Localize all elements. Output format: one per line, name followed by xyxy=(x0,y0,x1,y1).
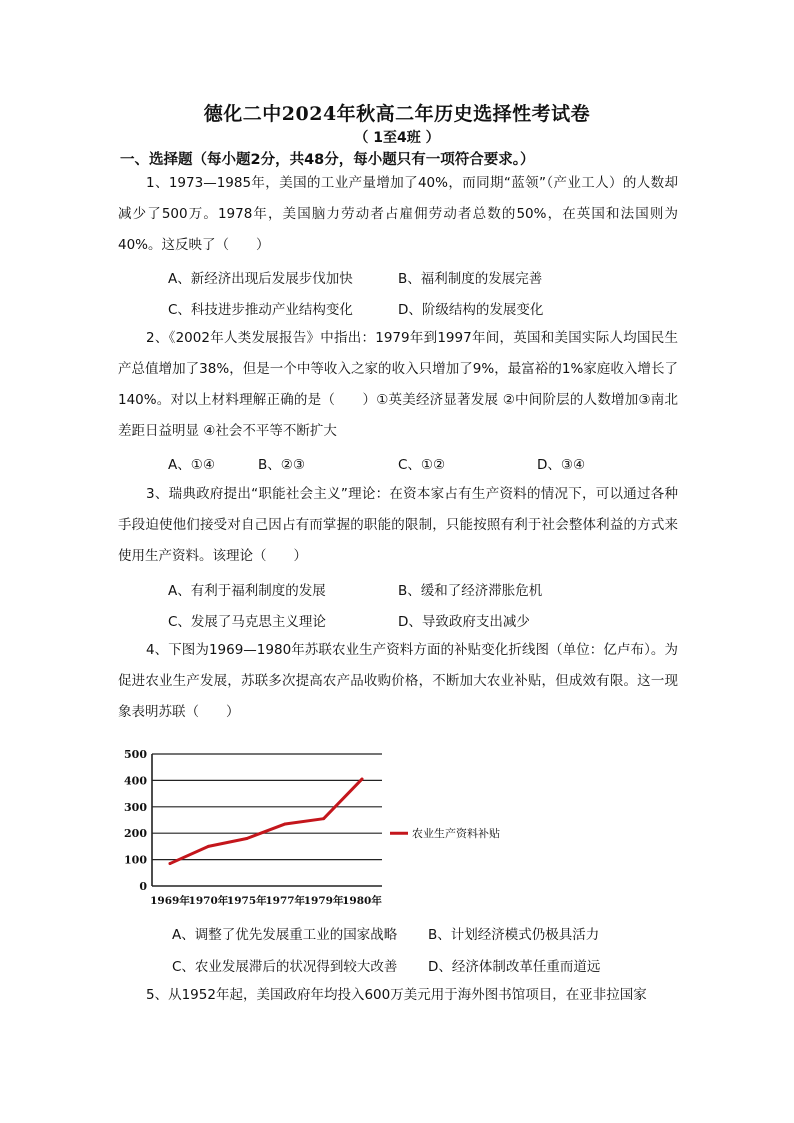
data-point xyxy=(207,845,210,848)
data-point xyxy=(284,822,287,825)
section-title: 一、选择题（每小题2分，共48分，每小题只有一项符合要求。） xyxy=(120,152,535,168)
q4-option-b: B、计划经济模式仍极具活力 xyxy=(428,927,600,943)
question-4-stem: 4、下图为1969—1980年苏联农业生产资料方面的补贴变化折线图（单位：亿卢布）。为促进农业生产发展，苏联多次提高农产品收购价格，不断加大农业补贴，但成效有限。这一现象表明苏联（ ） xyxy=(118,642,678,720)
y-tick-label: 0 xyxy=(139,880,147,893)
data-point xyxy=(245,837,248,840)
x-tick-label: 1970年 xyxy=(188,895,229,907)
q3-option-d: D、导致政府支出减少 xyxy=(398,614,530,630)
question-5-stem: 5、从1952年起，美国政府年均投入600万美元用于海外图书馆项目，在亚非拉国家 xyxy=(146,987,647,1003)
q2-option-a: A、①④ xyxy=(168,457,215,473)
exam-subtitle: （ 1至4班 ） xyxy=(354,130,440,146)
q2-option-b: B、②③ xyxy=(258,457,305,473)
q1-option-a: A、新经济出现后发展步伐加快 xyxy=(168,271,353,287)
data-point xyxy=(322,817,325,820)
x-tick-label: 1980年 xyxy=(342,895,382,907)
q1-option-b: B、福利制度的发展完善 xyxy=(398,271,543,287)
subsidy-line-chart xyxy=(118,740,518,914)
question-1-stem: 1、1973—1985年，美国的工业产量增加了40%，而同期“蓝领”（产业工人）的人数却减少了500万。1978年，美国脑力劳动者占雇佣劳动者总数的50%，在英国和法国则为40%。这反映了（ ） xyxy=(118,175,678,253)
y-tick-label: 500 xyxy=(124,748,147,761)
q4-option-a: A、调整了优先发展重工业的国家战略 xyxy=(172,927,398,943)
series-line xyxy=(170,779,362,863)
q1-option-c: C、科技进步推动产业结构变化 xyxy=(168,302,353,318)
q2-option-c: C、①② xyxy=(398,457,446,473)
x-tick-label: 1975年 xyxy=(226,895,267,907)
q3-option-c: C、发展了马克思主义理论 xyxy=(168,614,326,630)
q3-option-a: A、有利于福利制度的发展 xyxy=(168,583,326,599)
y-tick-label: 100 xyxy=(124,853,147,867)
y-tick-label: 200 xyxy=(124,827,147,841)
y-tick-label: 400 xyxy=(124,774,147,788)
q4-option-d: D、经济体制改革任重而道远 xyxy=(428,959,601,975)
q4-option-c: C、农业发展滞后的状况得到较大改善 xyxy=(172,959,398,975)
legend-label: 农业生产资料补贴 xyxy=(412,827,500,841)
data-point xyxy=(169,862,172,865)
question-3-stem: 3、瑞典政府提出“职能社会主义”理论：在资本家占有生产资料的情况下，可以通过各种手段迫使他们接受对自己因占有而掌握的职能的限制，只能按照有利于社会整体利益的方式来使用生产资料。该理论（ ） xyxy=(118,486,678,564)
q2-option-d: D、③④ xyxy=(537,457,586,473)
data-point xyxy=(361,778,364,781)
q1-option-d: D、阶级结构的发展变化 xyxy=(398,302,544,318)
question-2-stem: 2、《2002年人类发展报告》中指出：1979年到1997年间，英国和美国实际人均国民生产总值增加了38%，但是一个中等收入之家的收入只增加了9%，最富裕的1%家庭收入增长了140%。对以上材料理解正确的是（ ）①英美经济显著发展 ②中间阶层的人数增加③南北差距日益明显 ④社会不平等不断扩大 xyxy=(118,330,678,439)
exam-title: 德化二中2024年秋高二年历史选择性考试卷 xyxy=(203,103,591,125)
x-tick-label: 1969年 xyxy=(150,895,190,907)
x-tick-label: 1979年 xyxy=(303,895,344,907)
x-tick-label: 1977年 xyxy=(265,895,306,907)
q3-option-b: B、缓和了经济滞胀危机 xyxy=(398,583,543,599)
y-tick-label: 300 xyxy=(124,800,147,814)
